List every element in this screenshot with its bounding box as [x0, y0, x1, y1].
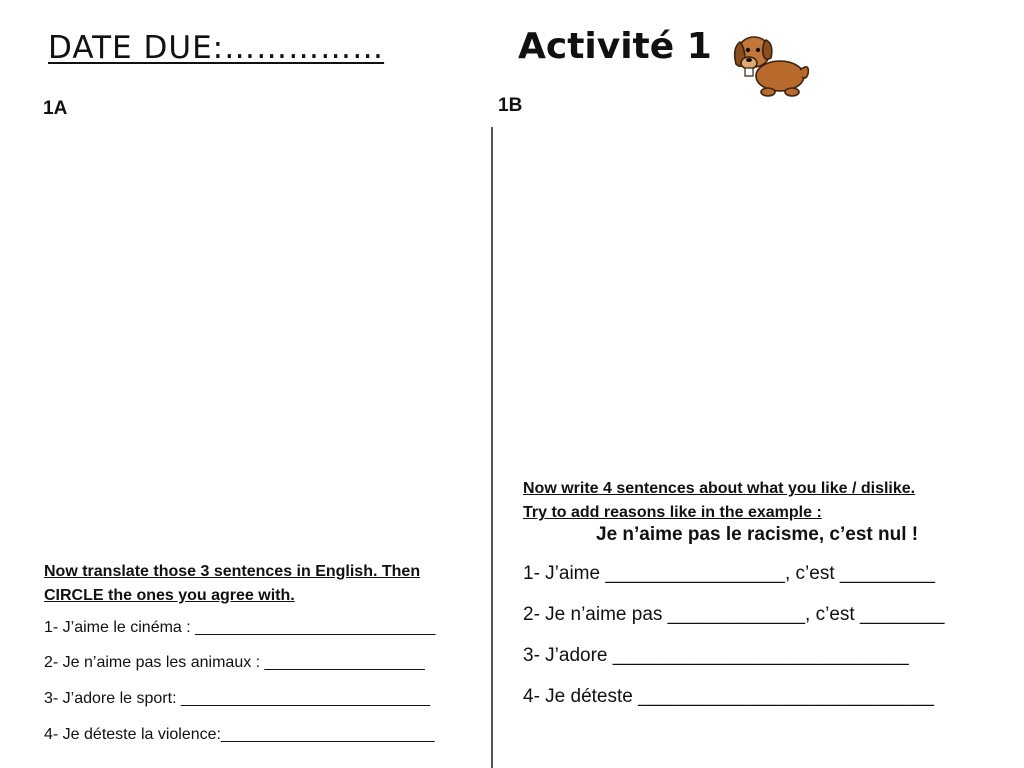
instruction-1b-line1: Now write 4 sentences about what you like / dislike.: [523, 480, 916, 497]
exercise-1a-item-3: 3- J’adore le sport: ____________________________: [44, 690, 431, 707]
instruction-1a-line2: CIRCLE the ones you agree with.: [44, 587, 295, 604]
instruction-1b-line2: Try to add reasons like in the example :: [523, 504, 822, 521]
column-divider: [491, 127, 493, 768]
instruction-1b: [523, 477, 915, 525]
exercise-1b-item-3: 3- J’adore ____________________________: [523, 645, 909, 666]
exercise-1a-item-2: 2- Je n’aime pas les animaux : __________________: [44, 654, 425, 671]
dog-icon: [728, 26, 812, 100]
exercise-1b-item-1: 1- J’aime _________________, c’est _________: [523, 563, 935, 584]
section-1a-label: 1A: [43, 98, 68, 119]
exercise-1b-item-4: 4- Je déteste ____________________________: [523, 686, 934, 707]
activity-title: Activité 1: [518, 26, 712, 67]
example-sentence: Je n’aime pas le racisme, c’est nul !: [596, 524, 919, 545]
section-1b-label: 1B: [498, 95, 523, 116]
exercise-1a-item-4: 4- Je déteste la violence:________________________: [44, 726, 435, 743]
exercise-1b-item-2: 2- Je n’aime pas _____________, c’est ________: [523, 604, 945, 625]
instruction-1a: [44, 560, 420, 608]
exercise-1a-item-1: 1- J’aime le cinéma : ___________________________: [44, 619, 436, 636]
date-due-label: DATE DUE:……………: [48, 30, 385, 66]
instruction-1a-line1: Now translate those 3 sentences in English. Then: [44, 563, 421, 580]
